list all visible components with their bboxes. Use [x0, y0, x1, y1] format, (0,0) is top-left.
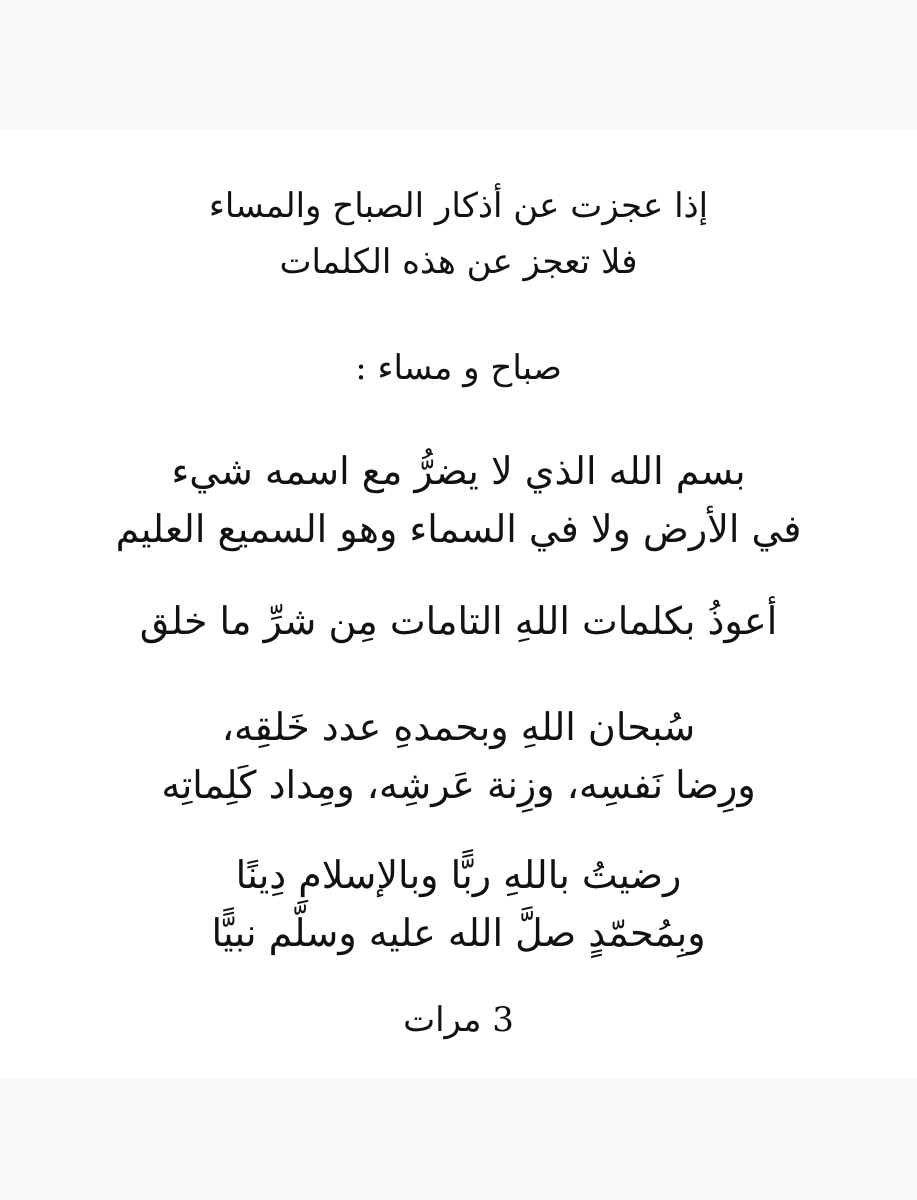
repeat-count-text: 3 مرات — [403, 1000, 514, 1040]
dhikr-line: أعوذُ بكلمات اللهِ التامات مِن شرِّ ما خلق — [139, 599, 778, 643]
dhikr-line: بسم الله الذي لا يضرُّ مع اسمه شيء — [171, 449, 746, 493]
dhikr-line: في الأرض ولا في السماء وهو السميع العليم — [115, 507, 802, 551]
dhikr-radeet — [0, 846, 917, 962]
intro-line-2: فلا تعجز عن هذه الكلمات — [279, 242, 638, 282]
intro-text — [0, 178, 917, 290]
dhikr-line: وبِمُحمّدٍ صلَّ الله عليه وسلّم نبيًّا — [211, 911, 706, 955]
dhikr-subhan — [0, 698, 917, 814]
dhikr-line: رضيتُ باللهِ ربًّا وبالإسلامِ دِينًا — [235, 853, 682, 897]
content-card — [0, 130, 917, 1078]
section-heading — [0, 340, 917, 396]
dhikr-bismillah — [0, 442, 917, 558]
dhikr-line: ورِضا نَفسِه، وزِنة عَرشِه، ومِداد كَلِماتِه — [161, 763, 756, 807]
heading-morning-evening: صباح و مساء : — [355, 348, 562, 388]
intro-line-1: إذا عجزت عن أذكار الصباح والمساء — [208, 186, 709, 226]
dhikr-audhu — [0, 592, 917, 650]
dhikr-line: سُبحان اللهِ وبحمدهِ عدد خَلقِه، — [221, 705, 696, 749]
dhikr-text — [0, 130, 917, 1078]
repeat-count — [0, 992, 917, 1048]
